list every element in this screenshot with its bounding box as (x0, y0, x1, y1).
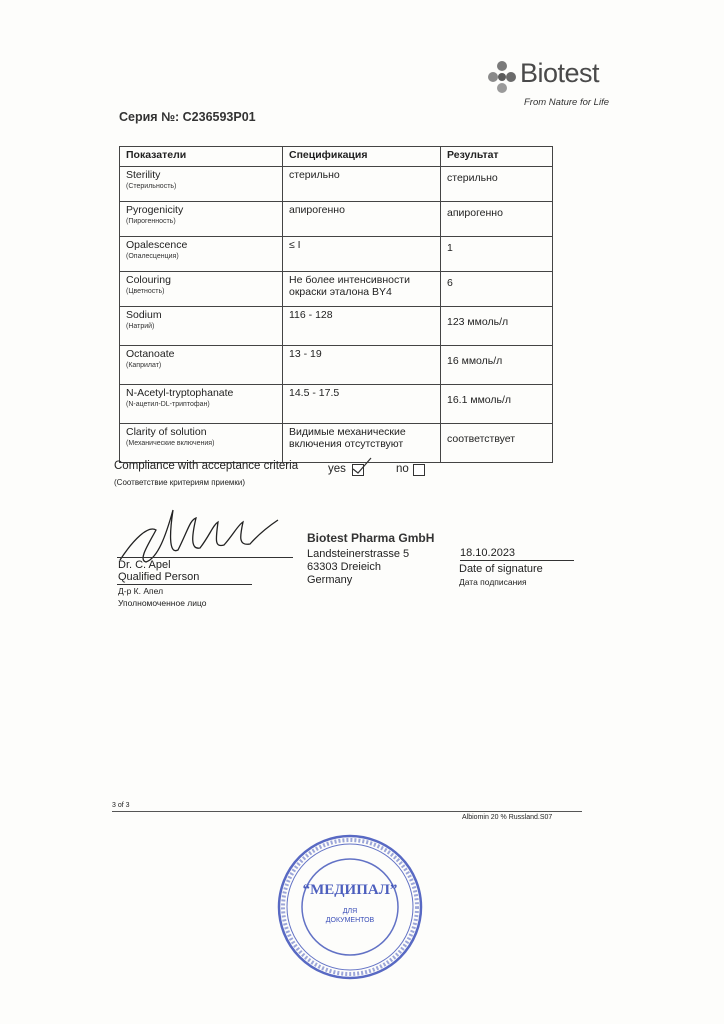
indicator-name: Octanoate (126, 348, 175, 360)
yes-checkbox (352, 463, 364, 481)
table-row (120, 385, 553, 424)
series-number: Серия №: C236593P01 (119, 110, 256, 124)
result-cell: 1 (441, 237, 553, 272)
date-label-ru: Дата подписания (459, 577, 527, 587)
indicator-cell (120, 202, 283, 237)
result-cell: соответствует (441, 424, 553, 463)
no-label: no (396, 463, 409, 475)
specification-cell: 116 - 128 (283, 307, 441, 346)
stamp-sub-1: ДЛЯ (342, 908, 358, 915)
page-number: 3 of 3 (112, 802, 130, 809)
yes-label: yes (328, 463, 346, 475)
indicator-name: Sodium (126, 309, 162, 321)
header-result: Результат (441, 147, 553, 167)
result-cell: 123 ммоль/л (441, 307, 553, 346)
company-name: Biotest Pharma GmbH (307, 531, 435, 545)
signature-line (117, 557, 293, 558)
document-reference: Albiomin 20 % Russland.S07 (462, 814, 553, 821)
indicator-name-ru: (Механические включения) (126, 440, 215, 447)
indicator-name: Colouring (126, 274, 171, 286)
result-cell: 6 (441, 272, 553, 307)
stamp-center-text: “МЕДИПАЛ” (302, 882, 398, 898)
signatory-name: Dr. C. Apel (118, 559, 171, 571)
specification-cell: стерильно (283, 167, 441, 202)
signatory-name-ru: Д-р К. Апел (118, 586, 164, 596)
specification-cell: Не более интенсивности окраски эталона BY4 (283, 272, 441, 307)
indicator-cell (120, 346, 283, 385)
indicator-name-ru: (Цветность) (126, 288, 165, 295)
indicator-cell (120, 307, 283, 346)
indicator-name-ru: (Стерильность) (126, 183, 177, 190)
indicator-name-ru: (Опалесценция) (126, 253, 179, 260)
indicator-name: Opalescence (126, 239, 188, 251)
specification-cell: апирогенно (283, 202, 441, 237)
table-row (120, 307, 553, 346)
specification-cell: 13 - 19 (283, 346, 441, 385)
indicator-cell (120, 237, 283, 272)
stamp-sub-2: ДОКУМЕНТОВ (325, 917, 375, 924)
company-street: Landsteinerstrasse 5 (307, 548, 410, 560)
table-row (120, 202, 553, 237)
indicator-name-ru: (Натрий) (126, 323, 155, 330)
check-mark-icon (351, 457, 373, 475)
indicator-name: N-Acetyl-tryptophanate (126, 387, 234, 399)
date-label: Date of signature (459, 563, 543, 575)
specification-cell: Видимые механические включения отсутствуют (283, 424, 441, 463)
result-cell: апирогенно (441, 202, 553, 237)
indicator-name-ru: (Пирогенность) (126, 218, 176, 225)
company-city: 63303 Dreieich (307, 561, 381, 573)
indicator-name-ru: (Каприлат) (126, 362, 162, 369)
indicator-name: Pyrogenicity (126, 204, 184, 216)
table-row (120, 237, 553, 272)
table-row (120, 167, 553, 202)
table-row (120, 346, 553, 385)
indicator-name: Clarity of solution (126, 426, 207, 438)
indicator-name-ru: (N-ацетил-DL-триптофан) (126, 401, 210, 408)
signatory-role-ru: Уполномоченное лицо (118, 598, 207, 608)
signatory-role: Qualified Person (118, 571, 200, 583)
indicator-cell (120, 424, 283, 463)
table-header-row (120, 147, 553, 167)
specification-cell: ≤ I (283, 237, 441, 272)
header-specification: Спецификация (283, 147, 441, 167)
company-country: Germany (307, 574, 353, 586)
stamp-seal-icon (275, 832, 425, 982)
table-row (120, 272, 553, 307)
biotest-molecule-icon (486, 60, 518, 94)
indicator-name: Sterility (126, 169, 161, 181)
footer-line (112, 811, 582, 812)
table-row (120, 424, 553, 463)
result-cell: 16.1 ммоль/л (441, 385, 553, 424)
indicator-cell (120, 385, 283, 424)
company-stamp (275, 832, 425, 982)
signature-date: 18.10.2023 (460, 547, 516, 559)
compliance-label-ru: (Соответствие критериям приемки) (114, 478, 246, 487)
result-cell: стерильно (441, 167, 553, 202)
specification-table (119, 146, 553, 463)
indicator-cell (120, 272, 283, 307)
indicator-cell (120, 167, 283, 202)
specification-cell: 14.5 - 17.5 (283, 385, 441, 424)
compliance-label: Compliance with acceptance criteria (114, 460, 299, 472)
biotest-logo (486, 56, 616, 116)
role-underline (117, 584, 252, 585)
logo-tagline: From Nature for Life (524, 97, 609, 108)
no-checkbox (413, 463, 425, 481)
logo-wordmark: Biotest (520, 58, 600, 88)
header-indicators: Показатели (120, 147, 283, 167)
result-cell: 16 ммоль/л (441, 346, 553, 385)
date-line (460, 560, 574, 561)
